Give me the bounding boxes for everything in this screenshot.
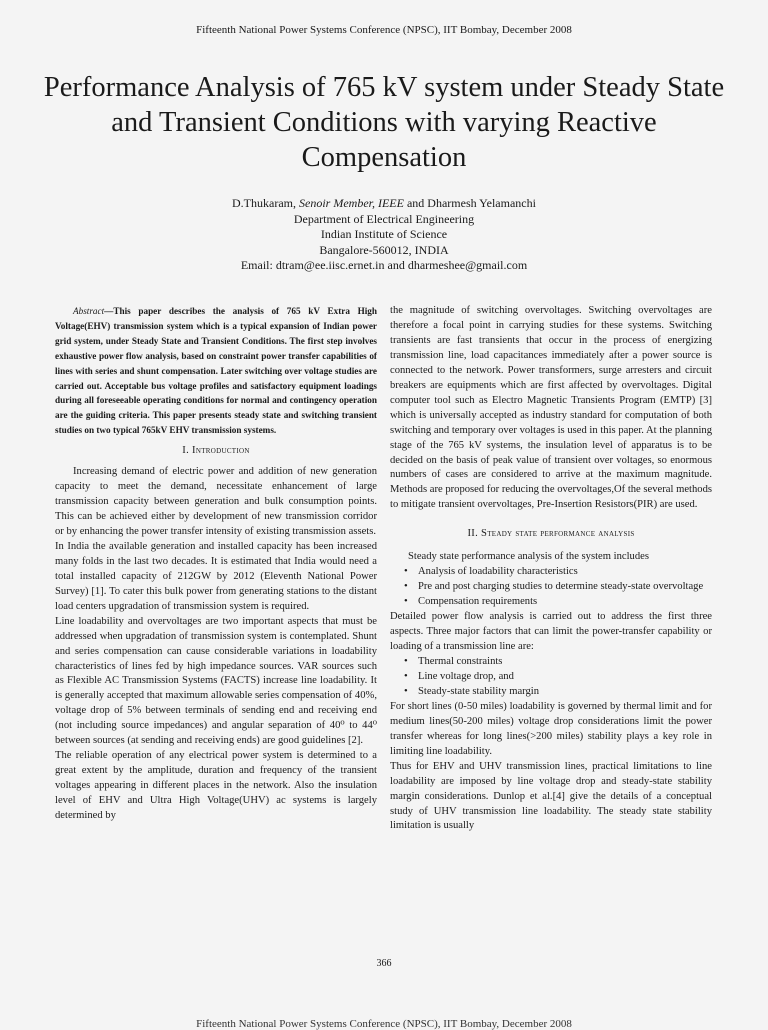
list-item: • Compensation requirements [408, 595, 712, 610]
city: Bangalore-560012, INDIA [319, 242, 449, 257]
bullet-list-1 [390, 565, 712, 610]
next-page-header: Fifteenth National Power Systems Conference (NPSC), IIT Bombay, December 2008 [196, 1018, 572, 1030]
list-item: • Pre and post charging studies to determine steady-state overvoltage [408, 580, 712, 595]
left-column [55, 304, 377, 824]
right-paragraph-4: Thus for EHV and UHV transmission lines, practical limitations to line loadability are imposed by line voltage drop and steady-state stability margin considerations. Dunlop et al.[4] give the details of a conceptual study of UHV transmission line loadability. The steady state stability limitation is usually [390, 760, 712, 832]
section-heading-introduction: I. Introduction [182, 445, 250, 457]
author-name-1: D.Thukaram, [232, 196, 296, 210]
page-number: 366 [376, 958, 392, 969]
abstract [55, 304, 377, 438]
email-line: Email: dtram@ee.iisc.ernet.in and dharmeshee@gmail.com [240, 258, 528, 272]
author-name-2: and Dharmesh Yelamanchi [406, 196, 536, 210]
intro-paragraph-4: The reliable operation of any electrical power system is determined to a great extent by the amplitude, duration and frequency of the transient voltages appearing in different places in the network. Also the insulation level of EHV and Ultra High Voltage(UHV) ac systems is largely determined by [55, 750, 377, 822]
right-paragraph-2: Detailed power flow analysis is carried out to address the first three aspects. Three major factors that can limit the power-transfer capability or loading of a transmission line are: [390, 611, 712, 653]
abstract-label: Abstract [73, 306, 105, 316]
abstract-text: —This paper describes the analysis of 765 kV Extra High Voltage(EHV) transmission system which is a typical expansion of Indian power grid system, under Steady State and Transient Conditions. The first step involves exhaustive power flow analysis, based on constraint power transfer capabilities of lines with series and shunt compensation. Later switching over voltage studies are carried out. Acceptable bus voltage profiles and satisfactory equipment loadings during all foreseeable operating conditions for normal and contingency operation are the guiding criteria. This paper presents steady state and switching transient studies on two typical 765kV EHV transmission systems. [55, 306, 377, 436]
list-item: • Steady-state stability margin [408, 685, 712, 700]
author-block [0, 196, 768, 274]
intro-paragraph-2: In India the available generation and installed capacity has been increased many folds in the last two decades. It is estimated that India would need a total installed capacity of 212GW by 2012 (Eleventh National Power Survey) [1]. To cater this bulk power from generating stations to the distant load centers upgradation of transmission system is required. [55, 540, 377, 612]
author-line [0, 196, 768, 212]
intro-paragraph-1: Increasing demand of electric power and addition of new generation capacity to meet the demand, necessitate enhancement of large transmission capacity between generation and bulk consumption points. This can be achieved either by development of new transmission corridor or by enhancing the power transfer intensity of existing transmission assets. [55, 466, 377, 537]
author-role-1: Senoir Member, IEEE [299, 196, 404, 210]
paper-title: Performance Analysis of 765 kV system under Steady State and Transient Conditions with varying Reactive Compensation [43, 72, 725, 173]
list-item: • Line voltage drop, and [408, 670, 712, 685]
institute: Indian Institute of Science [320, 227, 448, 241]
steady-state-intro: Steady state performance analysis of the system includes [408, 551, 649, 563]
right-column [390, 304, 712, 834]
list-item: • Thermal constraints [408, 655, 712, 670]
bullet-list-2 [390, 655, 712, 700]
list-item: • Analysis of loadability characteristics [408, 565, 712, 580]
intro-paragraph-3: Line loadability and overvoltages are two important aspects that must be addressed when upgradation of transmission system is contemplated. Shunt and series compensation can cause considerable variations in loadability characteristics of lines fed by high impedance sources. VAR sources such as Flexible AC Transmission Systems (FACTS) increase line loadability. It is generally accepted that maximum allowable series compensation of 40%, voltage drop of 5% between terminals of sending end and receiving end (not including source impedances) and angular separation of 40⁰ to 44⁰ between sources (at sending and receiving ends) are good guidelines [2]. [55, 615, 377, 747]
conference-header: Fifteenth National Power Systems Conference (NPSC), IIT Bombay, December 2008 [196, 24, 572, 36]
right-paragraph-1: the magnitude of switching overvoltages. Switching overvoltages are therefore a focal point in carrying studies for these systems. Switching transients are fast transients that occur in the process of energizing transmission line, load capacitances immediately after a power source is connected to the network. Power transformers, surge arresters and circuit breakers are equipments which are first affected by overvoltages. Digital computer tool such as Electro Magnetic Transients Program (EMTP) [3] which is universally accepted as industry standard for computation of both switching and temporary over voltages is used in this paper. At the planning stage of the 765 kV systems, the insulation level of apparatus is to be decided on the basis of peak value of transient over voltages, so enormous numbers of cases are considered to arrive at the maximum magnitude. Methods are proposed for reducing the overvoltages,Of the several methods to mitigate transient overvoltages, Pre-Insertion Resistors(PIR) are used. [390, 305, 712, 511]
department: Department of Electrical Engineering [293, 211, 475, 226]
right-paragraph-3: For short lines (0-50 miles) loadability is governed by thermal limit and for medium lines(50-200 miles) voltage drop considerations limit the power transfer whereas for long lines(>200 miles) stability plays a key role in limiting line loadability. [390, 700, 712, 757]
section-heading-steady-state: II. Steady state performance analysis [467, 528, 635, 540]
